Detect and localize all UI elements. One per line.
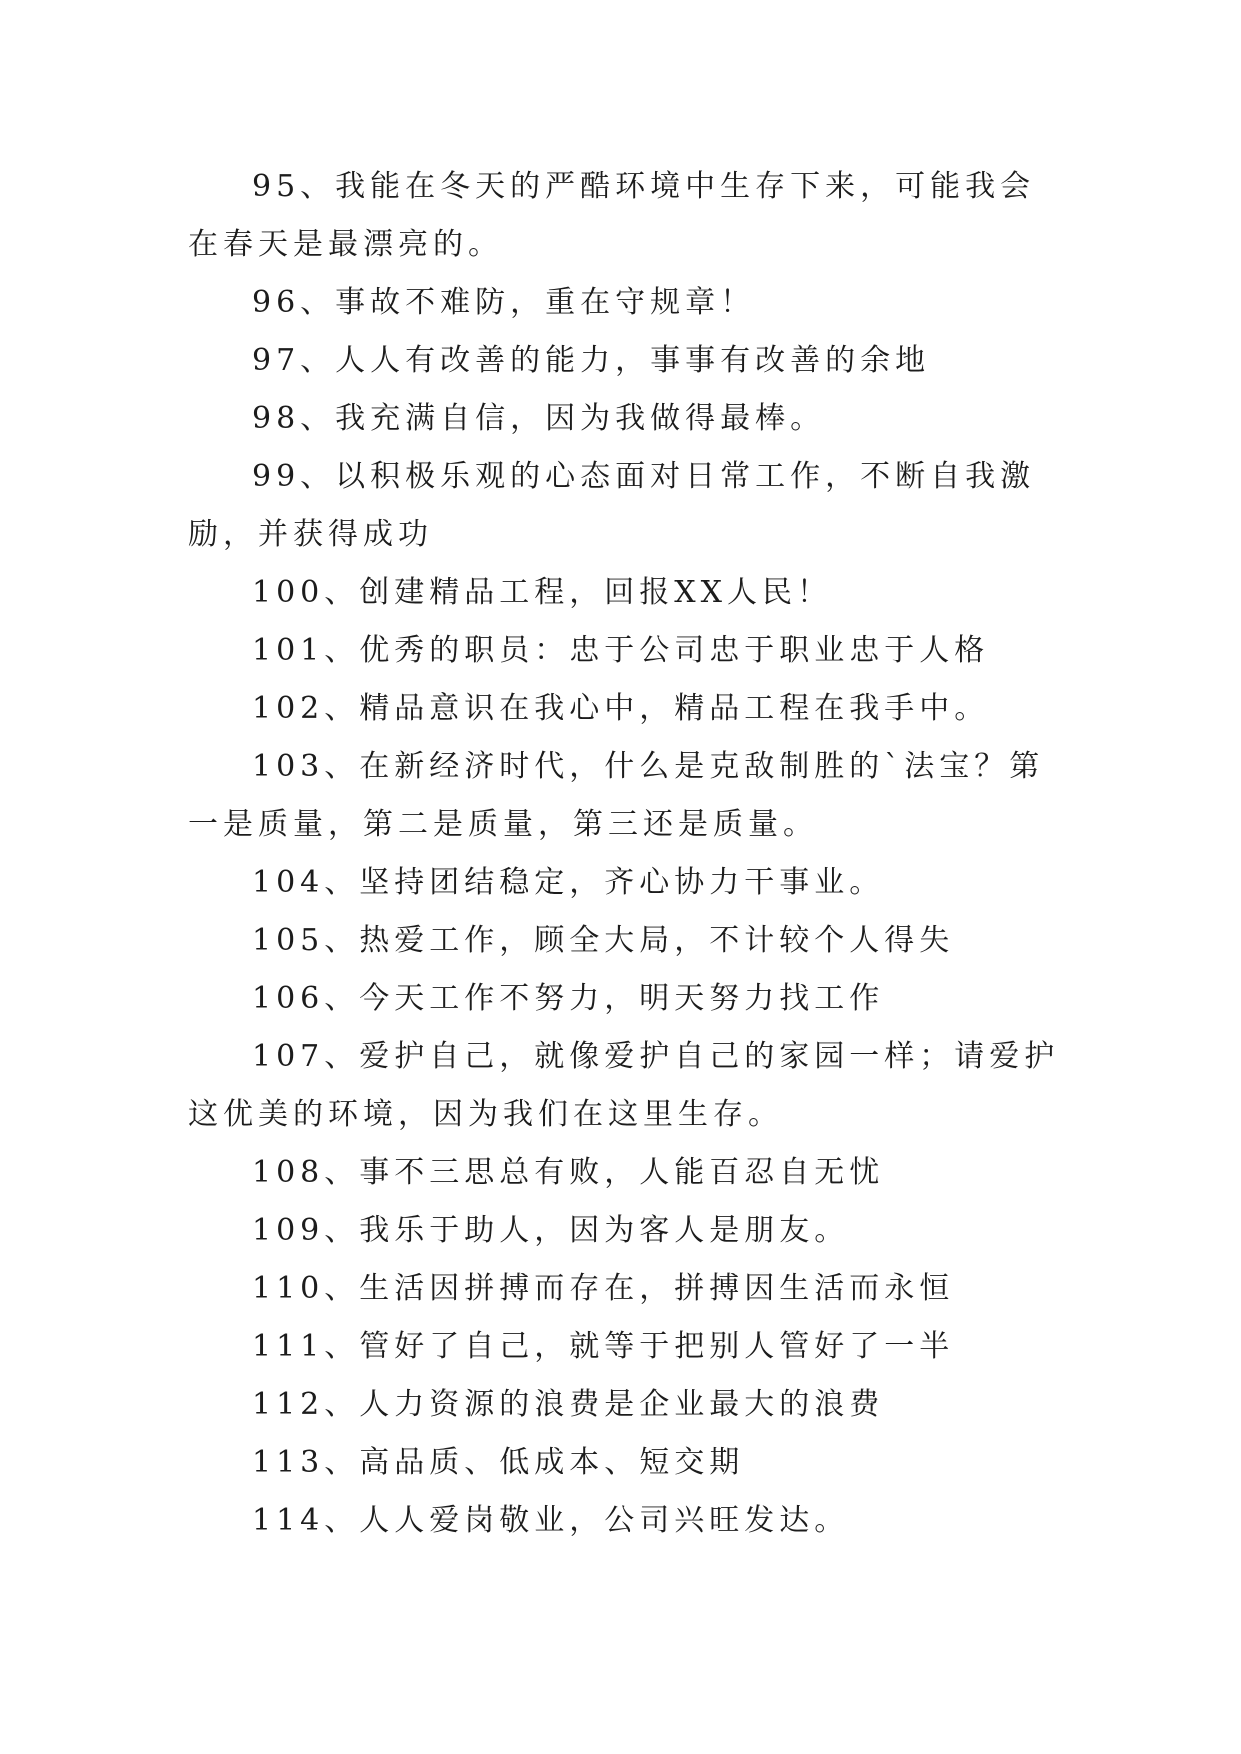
slogan-paragraph: 112、人力资源的浪费是企业最大的浪费 [252,1387,885,1422]
slogan-paragraph: 107、爱护自己，就像爱护自己的家园一样；请爱护这优美的环境，因为我们在这里生存。 [188,1039,1060,1132]
slogan-paragraph: 109、我乐于助人，因为客人是朋友。 [252,1213,850,1248]
slogan-paragraph: 101、优秀的职员：忠于公司忠于职业忠于人格 [252,633,990,668]
slogan-paragraph: 114、人人爱岗敬业，公司兴旺发达。 [252,1503,850,1538]
document-body [188,158,1068,1550]
slogan-paragraph: 113、高品质、低成本、短交期 [252,1445,745,1480]
slogan-paragraph: 108、事不三思总有败，人能百忍自无忧 [252,1155,885,1190]
slogan-paragraph: 105、热爱工作，顾全大局，不计较个人得失 [252,923,955,958]
slogan-paragraph: 104、坚持团结稳定，齐心协力干事业。 [252,865,885,900]
slogan-paragraph: 102、精品意识在我心中，精品工程在我手中。 [252,691,990,726]
slogan-paragraph: 95、我能在冬天的严酷环境中生存下来，可能我会在春天是最漂亮的。 [188,169,1036,262]
slogan-paragraph: 96、事故不难防，重在守规章！ [252,285,756,320]
slogan-paragraph: 99、以积极乐观的心态面对日常工作，不断自我激励，并获得成功 [188,459,1036,552]
slogan-paragraph: 100、创建精品工程，回报XX人民！ [252,575,832,610]
slogan-paragraph: 98、我充满自信，因为我做得最棒。 [252,401,826,436]
slogan-paragraph: 97、人人有改善的能力，事事有改善的余地 [252,343,931,378]
slogan-paragraph: 103、在新经济时代，什么是克敌制胜的`法宝？第一是质量，第二是质量，第三还是质量。 [188,749,1045,842]
slogan-paragraph: 111、管好了自己，就等于把别人管好了一半 [252,1329,955,1364]
slogan-paragraph: 110、生活因拼搏而存在，拼搏因生活而永恒 [252,1271,955,1306]
slogan-paragraph: 106、今天工作不努力，明天努力找工作 [252,981,885,1016]
